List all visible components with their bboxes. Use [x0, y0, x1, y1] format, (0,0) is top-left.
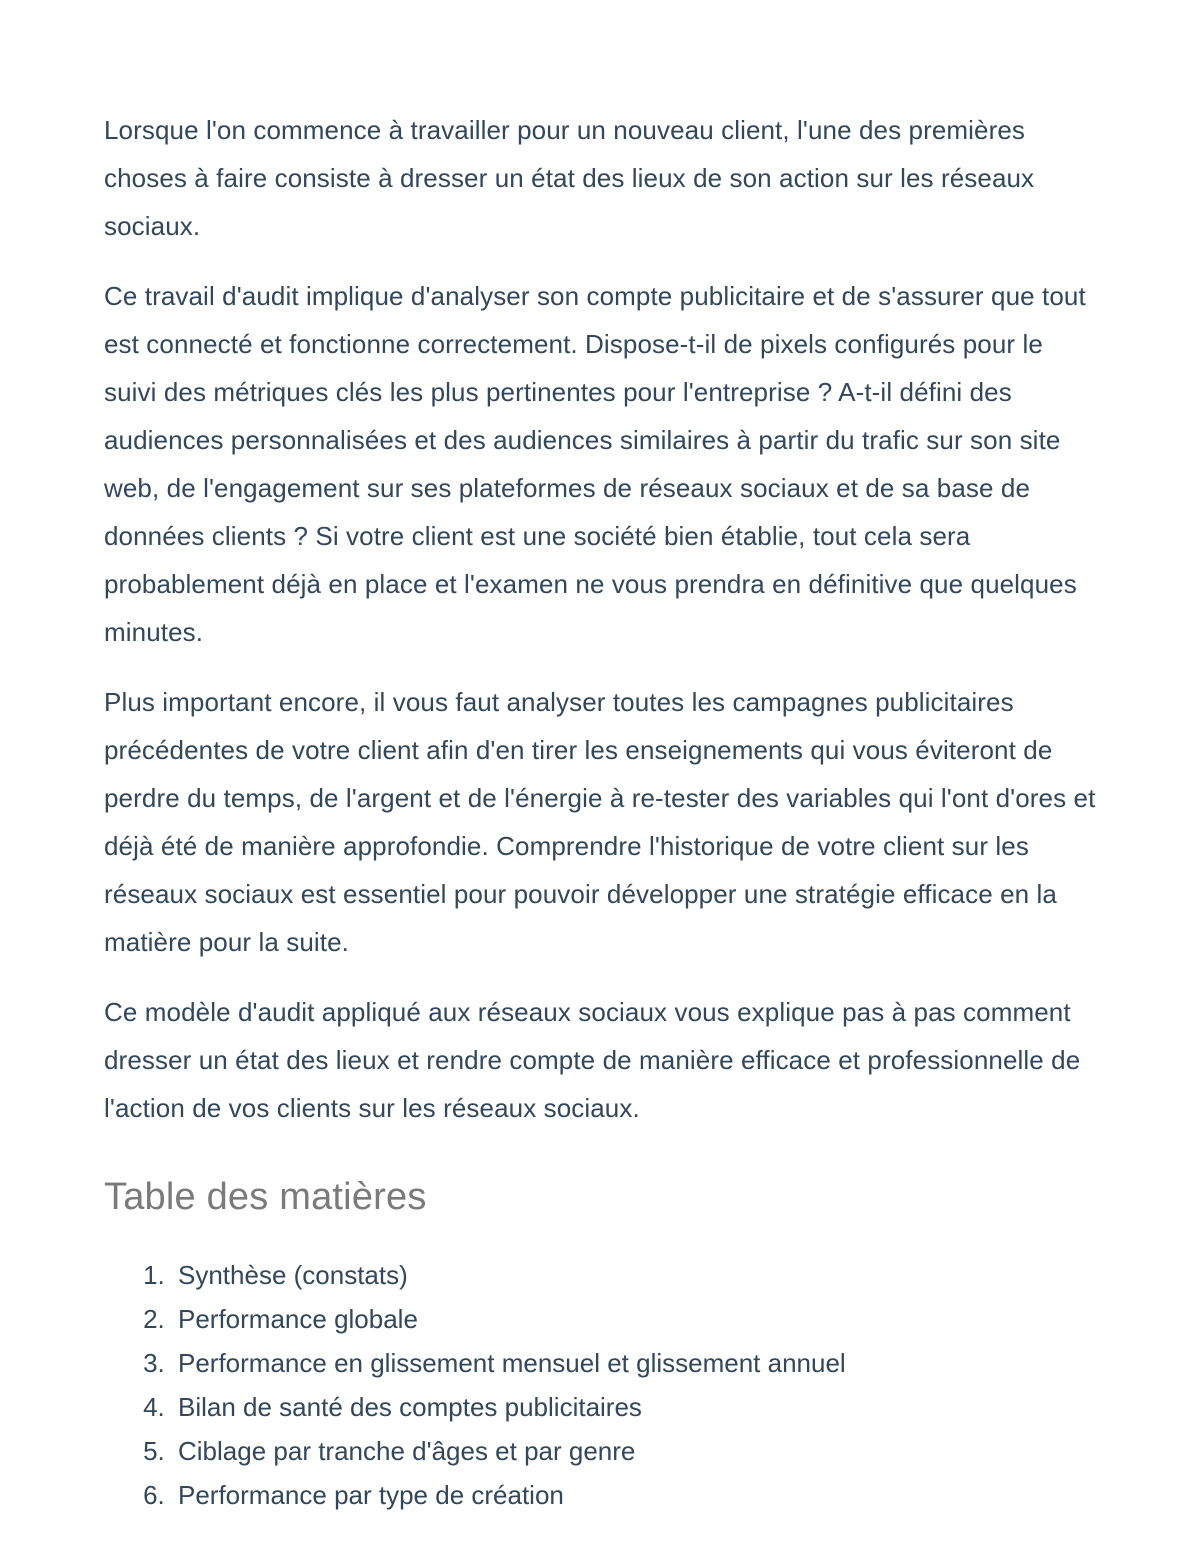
paragraph-intro: Lorsque l'on commence à travailler pour un nouveau client, l'une des premières choses à faire consiste à dresser un état des lieux de son action sur les réseaux sociaux. — [104, 115, 1035, 241]
toc-item-type-creation: 6. Performance par type de création — [172, 1480, 1096, 1511]
article-body — [104, 106, 1096, 1511]
paragraph-template-pitch: Ce modèle d'audit appliqué aux réseaux sociaux vous explique pas à pas comment dresser un état des lieux et rendre compte de manière efficace et professionnelle de l'action de vos clients sur les réseaux sociaux. — [104, 997, 1081, 1123]
toc-item-bilan-sante: 4. Bilan de santé des comptes publicitaires — [172, 1392, 1096, 1423]
toc-list — [104, 1260, 1096, 1511]
toc-item-glissement: 3. Performance en glissement mensuel et glissement annuel — [172, 1348, 1096, 1379]
toc-item-performance-globale: 2. Performance globale — [172, 1304, 1096, 1335]
toc-item-synthese: 1. Synthèse (constats) — [172, 1260, 1096, 1291]
toc-item-ciblage: 5. Ciblage par tranche d'âges et par genre — [172, 1436, 1096, 1467]
paragraph-audit-work: Ce travail d'audit implique d'analyser son compte publicitaire et de s'assurer que tout est connecté et fonctionne correctement. Dispose-t-il de pixels configurés pour le suivi des métriques clés les plus pertinentes pour l'entreprise ? A-t-il défini des audiences personnalisées et des audiences similaires à partir du trafic sur son site web, de l'engagement sur ses plateformes de réseaux sociaux et de sa base de données clients ? Si votre client est une société bien établie, tout cela sera probablement déjà en place et l'examen ne vous prendra en définitive que quelques minutes. — [104, 281, 1086, 647]
toc-heading: Table des matières — [104, 1176, 427, 1218]
paragraph-campaign-analysis: Plus important encore, il vous faut analyser toutes les campagnes publicitaires précédentes de votre client afin d'en tirer les enseignements qui vous éviteront de perdre du temps, de l'argent et de l'énergie à re-tester des variables qui l'ont d'ores et déjà été de manière approfondie. Comprendre l'historique de votre client sur les réseaux sociaux est essentiel pour pouvoir développer une stratégie efficace en la matière pour la suite. — [104, 687, 1096, 957]
